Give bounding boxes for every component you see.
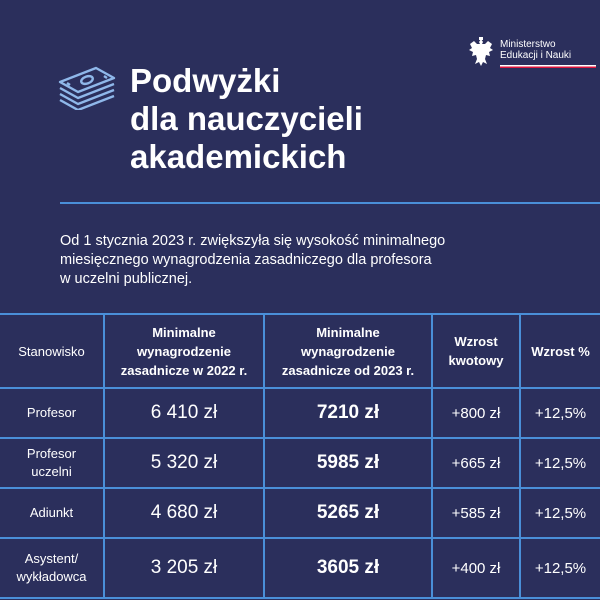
cell-old-salary: 6 410 zł (104, 388, 264, 438)
table-row (0, 388, 600, 438)
position-line1: Profesor (26, 405, 77, 420)
cell-increase: +585 zł (432, 488, 520, 538)
header-new-line2: wynagrodzenie (301, 343, 395, 359)
position-line1: Adiunkt (29, 505, 74, 520)
position-line2: wykładowca (16, 569, 87, 584)
ministry-name-line2: Edukacji i Nauki (500, 50, 572, 61)
header-new-line1: Minimalne (316, 324, 380, 340)
table-row (0, 538, 600, 598)
position-line1: Asystent/ (24, 551, 79, 566)
ministry-name (500, 36, 596, 68)
table-header-row (0, 314, 600, 388)
cell-position (0, 438, 104, 488)
title-line3: akademickich (130, 138, 347, 175)
position-line1: Profesor (26, 446, 77, 461)
ministry-logo (468, 36, 596, 68)
cell-percent: +12,5% (520, 388, 600, 438)
cell-old-salary: 4 680 zł (104, 488, 264, 538)
divider-line (60, 202, 600, 204)
cell-old-salary: 3 205 zł (104, 538, 264, 598)
page-title (130, 62, 363, 176)
header-new-salary (264, 314, 432, 388)
header-position: Stanowisko (0, 314, 104, 388)
title-line2: dla nauczycieli (130, 100, 363, 137)
intro-text (60, 232, 530, 289)
header-inc-line1: Wzrost (454, 334, 498, 349)
header-percent: Wzrost % (520, 314, 600, 388)
cell-position (0, 388, 104, 438)
flag-stripe (500, 65, 596, 68)
table-row (0, 488, 600, 538)
cell-increase: +665 zł (432, 438, 520, 488)
cell-position (0, 488, 104, 538)
cell-new-salary: 7210 zł (264, 388, 432, 438)
polish-eagle-emblem-icon (468, 36, 494, 68)
cell-increase: +800 zł (432, 388, 520, 438)
cell-percent: +12,5% (520, 538, 600, 598)
cell-old-salary: 5 320 zł (104, 438, 264, 488)
cell-percent: +12,5% (520, 438, 600, 488)
intro-line2: miesięcznego wynagrodzenia zasadniczego dla profesora (60, 252, 432, 268)
header-old-line2: wynagrodzenie (137, 343, 231, 359)
header-old-line1: Minimalne (152, 324, 216, 340)
cell-increase: +400 zł (432, 538, 520, 598)
money-stack-icon (56, 64, 118, 110)
intro-line3: w uczelni publicznej. (60, 271, 193, 287)
title-line1: Podwyżki (130, 62, 281, 99)
cell-new-salary: 3605 zł (264, 538, 432, 598)
header-new-line3: zasadnicze od 2023 r. (281, 362, 415, 378)
intro-line1: Od 1 stycznia 2023 r. zwiększyła się wysokość minimalnego (60, 233, 446, 249)
header-old-salary (104, 314, 264, 388)
salary-table (0, 313, 600, 599)
header-increase (432, 314, 520, 388)
cell-new-salary: 5985 zł (264, 438, 432, 488)
ministry-name-line1: Ministerstwo (500, 39, 556, 50)
cell-new-salary: 5265 zł (264, 488, 432, 538)
position-line2: uczelni (31, 464, 72, 479)
header-old-line3: zasadnicze w 2022 r. (120, 362, 248, 378)
header-inc-line2: kwotowy (448, 353, 504, 368)
cell-percent: +12,5% (520, 488, 600, 538)
table-row (0, 438, 600, 488)
cell-position (0, 538, 104, 598)
